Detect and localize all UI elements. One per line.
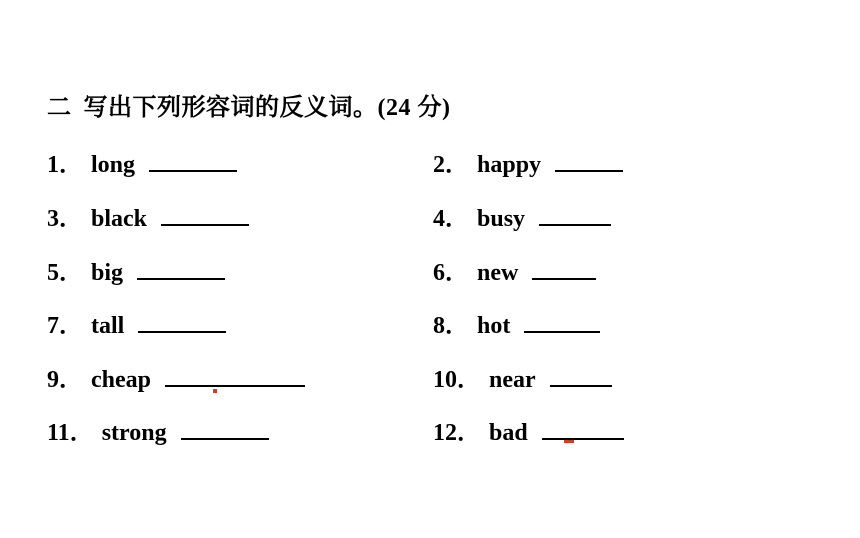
- answer-blank[interactable]: [161, 204, 249, 226]
- question-separator: ．: [445, 206, 469, 232]
- question-word: big: [91, 260, 124, 286]
- question-item: [433, 258, 596, 288]
- question-number: 5: [47, 260, 59, 286]
- question-separator: ．: [445, 260, 469, 286]
- question-word: cheap: [91, 367, 151, 393]
- question-separator: ．: [445, 152, 469, 178]
- question-separator: ．: [445, 313, 469, 339]
- question-word: new: [477, 260, 519, 286]
- question-item: [47, 204, 249, 234]
- question-word: bad: [489, 420, 528, 446]
- answer-blank[interactable]: [181, 418, 269, 440]
- question-item: [433, 311, 600, 341]
- question-item: [47, 258, 225, 288]
- answer-blank[interactable]: [165, 365, 305, 387]
- question-separator: ．: [59, 367, 83, 393]
- answer-blank[interactable]: [542, 418, 624, 440]
- question-item: [433, 365, 612, 395]
- question-word: busy: [477, 206, 526, 232]
- answer-blank[interactable]: [555, 150, 623, 172]
- question-separator: ．: [59, 152, 83, 178]
- question-number: 8: [433, 313, 445, 339]
- question-number: 3: [47, 206, 59, 232]
- red-mark: [564, 440, 574, 443]
- question-word: hot: [477, 313, 511, 339]
- question-item: [47, 365, 305, 395]
- question-number: 11: [47, 420, 70, 446]
- question-number: 2: [433, 152, 445, 178]
- section-instruction: 写出下列形容词的反义词。(24 分): [83, 95, 451, 121]
- question-separator: ．: [59, 206, 83, 232]
- section-heading: [47, 92, 450, 124]
- section-number: 二: [47, 95, 72, 121]
- question-number: 1: [47, 152, 59, 178]
- answer-blank[interactable]: [539, 204, 611, 226]
- question-number: 10: [433, 367, 457, 393]
- question-word: tall: [91, 313, 125, 339]
- question-word: near: [489, 367, 536, 393]
- question-item: [47, 418, 269, 448]
- question-word: strong: [101, 420, 167, 446]
- red-mark: [213, 389, 217, 393]
- question-number: 9: [47, 367, 59, 393]
- question-separator: ．: [59, 313, 83, 339]
- question-separator: ．: [69, 420, 94, 446]
- answer-blank[interactable]: [137, 258, 225, 280]
- answer-blank[interactable]: [138, 311, 226, 333]
- question-number: 12: [433, 420, 457, 446]
- question-item: [47, 150, 237, 180]
- question-number: 7: [47, 313, 59, 339]
- question-separator: ．: [457, 420, 481, 446]
- question-item: [47, 311, 226, 341]
- question-separator: ．: [59, 260, 83, 286]
- question-number: 4: [433, 206, 445, 232]
- answer-blank[interactable]: [524, 311, 600, 333]
- answer-blank[interactable]: [149, 150, 237, 172]
- question-item: [433, 418, 624, 448]
- answer-blank[interactable]: [550, 365, 612, 387]
- question-word: happy: [477, 152, 542, 178]
- question-word: black: [91, 206, 148, 232]
- question-number: 6: [433, 260, 445, 286]
- question-word: long: [91, 152, 136, 178]
- question-item: [433, 150, 623, 180]
- answer-blank[interactable]: [532, 258, 596, 280]
- question-item: [433, 204, 611, 234]
- question-separator: ．: [457, 367, 481, 393]
